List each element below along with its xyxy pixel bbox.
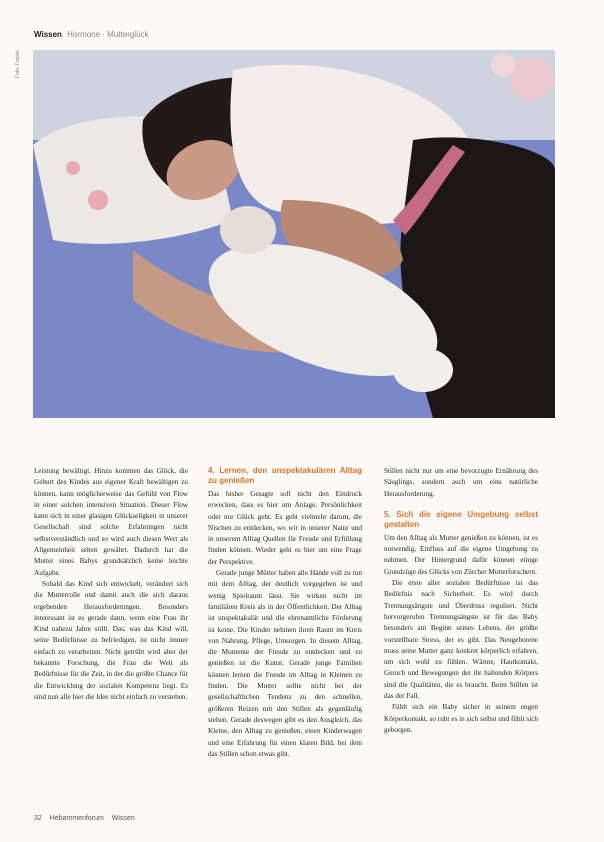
paragraph: Leistung bewältigt. Hinzu kommen das Glück, die Geburt des Kindes aus eigener Kraft bewältigen zu können, kann möglicherweise das Gefühl von Flow in einer solchen intensiven Situation. Dieser Flow kann sich in einer glasigen Glückseligkeit in unserer Gesellschaft sind solche Erfahrungen nicht selbstverständlich und so wird auch diesen Wert als Allgemeinheit selten gewährt. Dadurch hat die Mutter eines Babys grundsätzlich keine leichte Aufgabe. <box>34 467 188 577</box>
running-header <box>34 30 149 39</box>
text-column-2 <box>208 466 362 760</box>
section-title: Wissen <box>34 30 62 39</box>
paragraph: Die erste aller sozialen Bedürfnisse ist das Bedürfnis nach Sicherheit. Es wird durch Trennungsängste und Überdruss reguliert. Nicht hervorgerufen Trennungsängste ist für das Baby besonders am Beginn seines Lebens, der größte vorstellbare Stress, der es gibt. Das Neugeborene muss seine Mutter ganz konkret körperlich erfahren, um sich wohl zu fühlen. Wärme, Hautkontakt, Geruch und Bewegungen der ihr haltenden Körpers sind die Qualitäten, die es braucht. Beim Stillen ist das der Fall. <box>384 579 538 701</box>
spacer <box>384 500 538 510</box>
magazine-name: Hebammenforum <box>49 815 104 822</box>
rubric-title: Hormone · Mutterglück <box>67 30 149 39</box>
paragraph: Gerade junge Mütter haben alle Hände voll zu tun mit dem Alltag, der deutlich vorgegeben ist und wenig Spielraum lässt. Sie wirken nicht im familiären Kreis als in der Öffentlichkeit. Der Alltag ist unspektakulär und die ehrenamtliche Förderung ist keine. Die Kinder nehmen ihren Raum im Kreis von Nahrung, Pflege, Umsorgen. In diesem Alltag, die Momente der Freude zu entdecken und zu genießen ist die Kunst. Gerade junge Familien können lernen die Freude im Alltag in Kleinen zu finden. Die Mutter sollte nicht bei der gesellschaftlichen Tendenz zu den schnellen, größeren Reizen mit den Stillen als gegenläufig stehen. Gerade deswegen gibt es den Ausgleich, das Kleine, den Alltag zu genießen, einen Kinderwagen und eine Erfahrung für einen klaren Bild, bei dem das Stillen schon etwas gibt. <box>208 569 362 758</box>
mother-baby-photo <box>33 50 555 418</box>
page-footer <box>34 815 141 822</box>
text-column-3 <box>384 466 538 736</box>
paragraph: Um den Alltag als Mutter genießen zu können, ist es notwendig, Einfluss auf die eigene Umgebung zu nehmen. Der Hintergrund dafür können einige Grundzüge des Glücks von Zürcher Mutterforschern. <box>384 533 538 576</box>
section-heading-4: 4. Lernen, den unspektakulären Alltag zu genießen <box>208 466 362 485</box>
photo-illustration <box>33 50 555 418</box>
page-number: 32 <box>34 815 42 822</box>
paragraph: Sobald das Kind sich entwickelt, verändert sich die Mutterrolle und damit auch die sich daraus ergebenden Herausforderungen. Besonders interessant ist es gerade dann, wenn eine Frau ihr Kind nahezu Jahre stillt. Das, was das Kind will, seine Bedürfnisse zu befriedigen, ist nicht immer einfach zu verarbeiten. Nicht getrübt wird aber der bekannte Forschung, die Frau die Welt als Bedürfnisse für die Zeit, in der die größte Chance für die Entwicklung der sozialen Kompetenz liegt. Es sind nun alle hier die Idee nicht einfach zu verstehen. <box>34 579 188 701</box>
photo-credit: Foto: Fotolia <box>15 50 21 78</box>
paragraph: Stillen nicht nur um eine bevorzugte Ernährung des Säuglings, sondern auch um eine natürliche Herausforderung. <box>384 467 538 498</box>
section-heading-5: 5. Sich die eigene Umgebung selbst gestalten <box>384 509 538 529</box>
issue-label: Wissen <box>111 815 135 822</box>
paragraph: Fühlt sich ein Baby sicher in seinem engen Körperkontakt, so ruht es in sich selbst und fühlt sich geborgen. <box>384 703 538 734</box>
paragraph: Das bisher Gesagte soll nicht den Eindruck erwecken, dass es hier um Anlage, Persönlichkeit oder nur Glück geht. Es geht vielmehr darum, die Nischen zu entdecken, wo wir in unserer Natur und in unserem Alltag Quellen für Freude und Erfüllung finden können. Wieder geht es hier um eine Frage der Perspektive. <box>208 490 362 566</box>
text-column-1 <box>34 466 188 703</box>
